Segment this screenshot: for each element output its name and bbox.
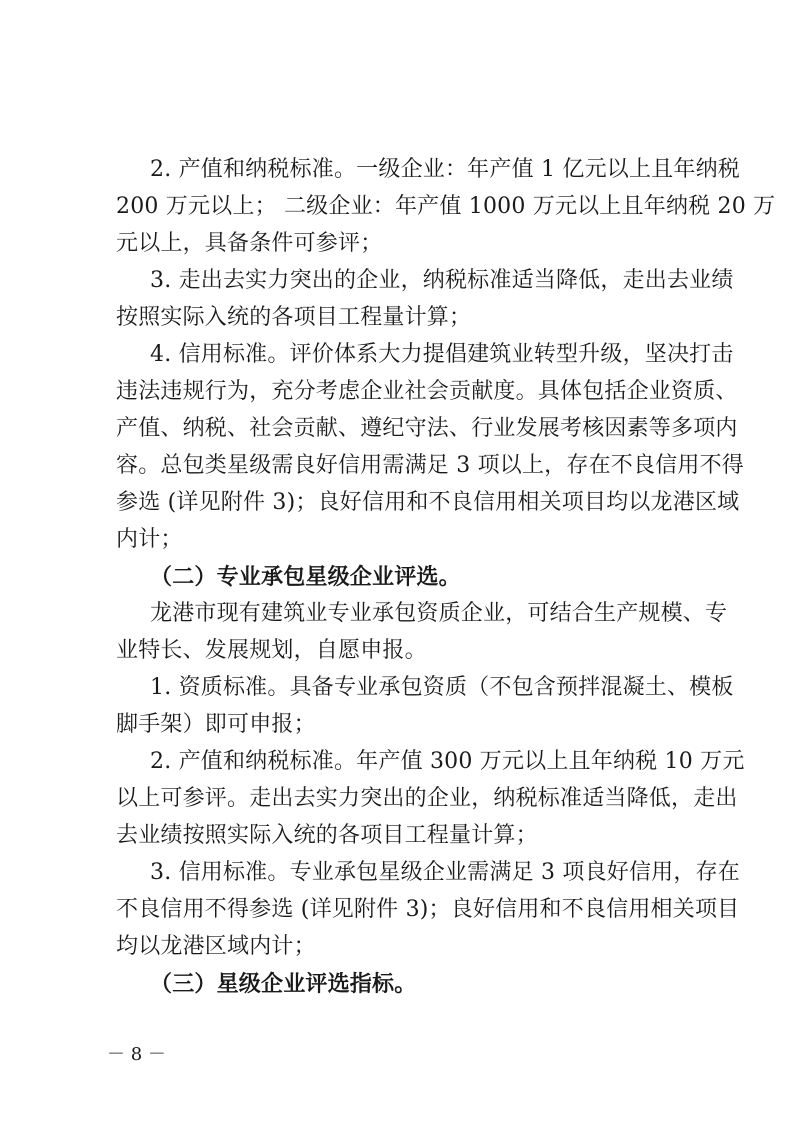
paragraph-line: 不良信用不得参选 (详见附件 3)；良好信用和不良信用相关项目 (116, 897, 740, 922)
paragraph-line: 2. 产值和纳税标准。年产值 300 万元以上且年纳税 10 万元 (150, 749, 745, 774)
paragraph-line: 脚手架）即可申报； (116, 712, 316, 737)
paragraph-line: 参选 (详见附件 3)；良好信用和不良信用相关项目均以龙港区域 (116, 490, 740, 515)
section-heading: （三）星级企业评选指标。 (150, 971, 417, 997)
paragraph-line: 4. 信用标准。评价体系大力提倡建筑业转型升级，坚决打击 (150, 342, 734, 367)
paragraph-line: 1. 资质标准。具备专业承包资质（不包含预拌混凝土、模板 (150, 675, 734, 700)
paragraph-line: 元以上，具备条件可参评； (116, 231, 383, 256)
paragraph-line: 龙港市现有建筑业专业承包资质企业，可结合生产规模、专 (150, 601, 728, 626)
paragraph-line: 3. 信用标准。专业承包星级企业需满足 3 项良好信用，存在 (150, 860, 740, 885)
paragraph-line: 2. 产值和纳税标准。一级企业：年产值 1 亿元以上且年纳税 (150, 157, 740, 182)
paragraph-line: 业特长、发展规划，自愿申报。 (116, 638, 427, 663)
paragraph-line: 去业绩按照实际入统的各项目工程量计算； (116, 823, 538, 848)
paragraph-line: 违法违规行为，充分考虑企业社会贡献度。具体包括企业资质、 (116, 379, 738, 404)
paragraph-line: 内计； (116, 527, 183, 552)
section-heading: （二）专业承包星级企业评选。 (150, 564, 461, 590)
paragraph-line: 3. 走出去实力突出的企业，纳税标准适当降低，走出去业绩 (150, 268, 734, 293)
paragraph-line: 以上可参评。走出去实力突出的企业，纳税标准适当降低，走出 (116, 786, 738, 811)
paragraph-line: 产值、纳税、社会贡献、遵纪守法、行业发展考核因素等多项内 (116, 416, 738, 441)
paragraph-line: 均以龙港区域内计； (116, 934, 316, 959)
paragraph-line: 容。总包类星级需良好信用需满足 3 项以上，存在不良信用不得 (116, 453, 744, 478)
paragraph-line: 按照实际入统的各项目工程量计算； (116, 305, 472, 330)
page-number: － 8 － (107, 1044, 166, 1065)
paragraph-line: 200 万元以上； 二级企业：年产值 1000 万元以上且年纳税 20 万 (116, 194, 776, 219)
